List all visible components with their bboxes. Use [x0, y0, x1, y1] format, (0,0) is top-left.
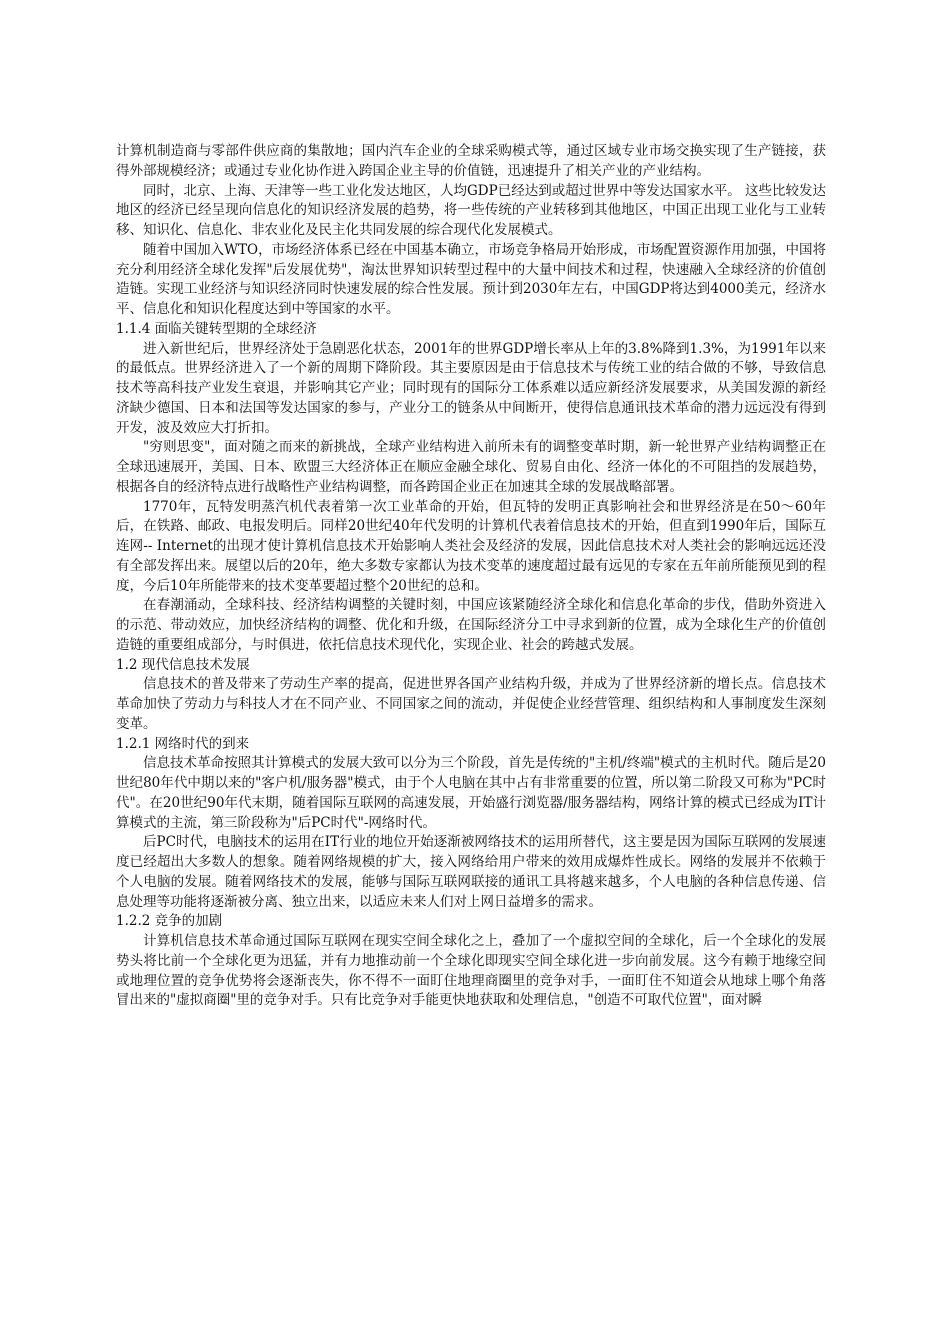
section-heading: 1.2.2 竞争的加剧 [116, 913, 223, 930]
section-heading: 1.2.1 网络时代的到来 [116, 735, 250, 752]
body-paragraph: 在春潮涌动，全球科技、经济结构调整的关键时刻，中国应该紧随经济全球化和信息化革命的步伐，借助外资进入的示范、带动效应，加快经济结构的调整、优化和升级，在国际经济分工中寻求到新的位置，成为全球化生产的价值创造链的重要组成部分，与时俱进，依托信息技术现代化，实现企业、社会的跨越式发展。 [116, 597, 826, 653]
body-paragraph: 后PC时代，电脑技术的运用在IT行业的地位开始逐渐被网络技术的运用所替代，这主要是因为国际互联网的发展速度已经超出大多数人的想象。随着网络规模的扩大，接入网络给用户带来的效用成爆炸性成长。网络的发展并不依赖于个人电脑的发展。随着网络技术的发展，能够与国际互联网联接的通讯工具将越来越多，个人电脑的各种信息传递、信息处理等功能将逐渐被分离、独立出来，以适应未来人们对上网日益增多的需求。 [116, 834, 826, 910]
body-paragraph: 信息技术的普及带来了劳动生产率的提高，促进世界各国产业结构升级，并成为了世界经济新的增长点。信息技术革命加快了劳动力与科技人才在不同产业、不同国家之间的流动，并促使企业经营管理、组织结构和人事制度发生深刻变革。 [116, 676, 826, 732]
body-paragraph: 随着中国加入WTO，市场经济体系已经在中国基本确立，市场竞争格局开始形成，市场配置资源作用加强，中国将充分利用经济全球化发挥"后发展优势"，淘汰世界知识转型过程中的大量中间技术和过程，快速融入全球经济的价值创造链。实现工业经济与知识经济同时快速发展的综合性发展。预计到2030年左右，中国GDP将达到4000美元，经济水平、信息化和知识化程度达到中等国家的水平。 [116, 241, 826, 317]
section-heading: 1.1.4 面临关键转型期的全球经济 [116, 320, 317, 337]
body-paragraph: 计算机信息技术革命通过国际互联网在现实空间全球化之上，叠加了一个虚拟空间的全球化，后一个全球化的发展势头将比前一个全球化更为迅猛，并有力地推动前一个全球化即现实空间全球化进一步向前发展。这今有赖于地缘空间或地理位置的竞争优势将会逐渐丧失，你不得不一面盯住地理商圈里的竞争对手，一面盯住不知道会从地球上哪个角落冒出来的"虚拟商圈"里的竞争对手。只有比竞争对手能更快地获取和处理信息，"创造不可取代位置"，面对瞬 [116, 933, 826, 1009]
document-body [116, 142, 826, 1011]
body-paragraph: 计算机制造商与零部件供应商的集散地；国内汽车企业的全球采购模式等，通过区域专业市场交换实现了生产链接，获得外部规模经济；或通过专业化协作进入跨国企业主导的价值链，迅速提升了相关产业的产业结构。 [116, 143, 826, 179]
body-paragraph: "穷则思变"，面对随之而来的新挑战，全球产业结构进入前所未有的调整变革时期，新一轮世界产业结构调整正在全球迅速展开，美国、日本、欧盟三大经济体正在顺应金融全球化、贸易自由化、经济一体化的不可阻挡的发展趋势，根据各自的经济特点进行战略性产业结构调整，而各跨国企业正在加速其全球的发展战略部署。 [116, 439, 826, 495]
section-heading: 1.2 现代信息技术发展 [116, 656, 250, 673]
body-paragraph: 同时，北京、上海、天津等一些工业化发达地区，人均GDP已经达到或超过世界中等发达国家水平。 这些比较发达地区的经济已经呈现向信息化的知识经济发展的趋势，将一些传统的产业转移到其他地区，中国正出现工业化与工业转移、知识化、信息化、非农业化及民主化共同发展的综合现代化发展模式。 [116, 182, 826, 238]
body-paragraph: 信息技术革命按照其计算模式的发展大致可以分为三个阶段，首先是传统的"主机/终端"模式的主机时代。随后是20世纪80年代中期以来的"客户机/服务器"模式，由于个人电脑在其中占有非常重要的位置，所以第二阶段又可称为"PC时代"。在20世纪90年代末期，随着国际互联网的高速发展，开始盛行浏览器/服务器结构，网络计算的模式已经成为IT计算模式的主流，第三阶段称为"后PC时代"-网络时代。 [116, 755, 826, 831]
body-paragraph: 1770年，瓦特发明蒸汽机代表着第一次工业革命的开始，但瓦特的发明正真影响社会和世界经济是在50～60年后，在铁路、邮政、电报发明后。同样20世纪40年代发明的计算机代表着信息技术的开始，但直到1990年后，国际互连网-- Internet的出现才使计算机信息技术开始影响人类社会及经济的发展，因此信息技术对人类社会的影响远远还没有全部发挥出来。展望以后的20年，绝大多数专家都认为技术变革的速度超过最有远见的专家在五年前所能预见到的程度，今后10年所能带来的技术变革要超过整个20世纪的总和。 [116, 498, 826, 594]
body-paragraph: 进入新世纪后，世界经济处于急剧恶化状态，2001年的世界GDP增长率从上年的3.8%降到1.3%，为1991年以来的最低点。世界经济进入了一个新的周期下降阶段。其主要原因是由于信息技术与传统工业的结合做的不够，导致信息技术等高科技产业发生衰退，并影响其它产业；同时现有的国际分工体系难以适应新经济发展要求，从美国发源的新经济缺少德国、日本和法国等发达国家的参与，产业分工的链条从中间断开，使得信息通讯技术革命的潜力远远没有得到开发，波及效应大打折扣。 [116, 340, 826, 436]
